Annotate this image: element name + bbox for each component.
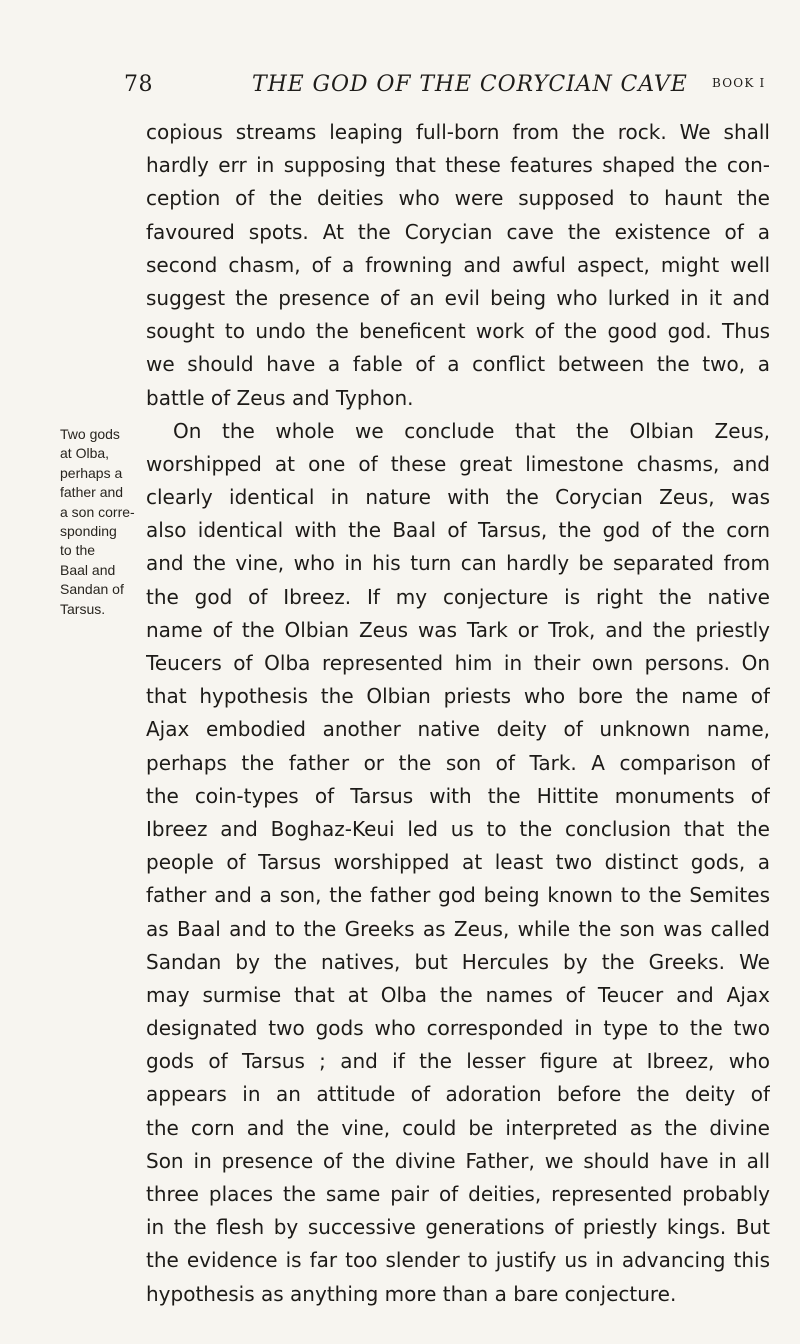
body-line: gods of Tarsus ; and if the lesser figure at Ibreez, who [146, 1049, 770, 1074]
body-line: On the whole we conclude that the Olbian Zeus, [173, 418, 770, 443]
body-line: three places the same pair of deities, represented probably [146, 1182, 770, 1206]
book-label: BOOK I [712, 76, 766, 90]
body-line: suggest the presence of an evil being who lurked in it and [146, 285, 770, 310]
body-line: may surmise that at Olba the names of Teucer and Ajax [146, 982, 770, 1007]
body-line: that hypothesis the Olbian priests who bore the name of [146, 684, 770, 709]
body-line: also identical with the Baal of Tarsus, the god of the corn [146, 518, 770, 543]
body-line: Son in presence of the divine Father, we should have in all [146, 1148, 770, 1173]
body-line: and the vine, who in his turn can hardly be separated from [146, 551, 770, 576]
margin-note-line: Two gods [60, 426, 120, 442]
margin-note-line: Baal and [60, 561, 116, 578]
body-line: perhaps the father or the son of Tark. A comparison of [146, 750, 770, 775]
body-line: appears in an attitude of adoration before the deity of [146, 1082, 770, 1107]
body-line: the god of Ibreez. If my conjecture is right the native [146, 584, 770, 609]
body-line: people of Tarsus worshipped at least two distinct gods, a [146, 850, 770, 875]
margin-note [60, 425, 136, 619]
page-header [0, 72, 800, 106]
body-line: in the flesh by successive generations of priestly kings. But [146, 1215, 770, 1240]
margin-note-line: sponding [60, 523, 117, 540]
margin-note-line: at Olba, [60, 445, 110, 462]
body-line: hypothesis as anything more than a bare conjecture. [146, 1281, 677, 1306]
body-line: Ibreez and Boghaz-Keui led us to the conclusion that the [146, 816, 770, 841]
margin-note-line: father and [60, 484, 124, 501]
body-line: Teucers of Olba represented him in their own persons. On [146, 651, 770, 675]
body-line: hardly err in supposing that these features shaped the con- [146, 153, 770, 178]
body-line: the coin-types of Tarsus with the Hittite monuments of [146, 783, 770, 808]
body-line: the corn and the vine, could be interpreted as the divine [146, 1115, 770, 1140]
body-line: favoured spots. At the Corycian cave the existence of a [146, 219, 770, 244]
margin-note-line: Tarsus. [60, 600, 106, 617]
body-line: Ajax embodied another native deity of unknown name, [146, 717, 770, 742]
body-line: we should have a fable of a conflict between the two, a [146, 352, 770, 377]
body-line: battle of Zeus and Typhon. [146, 385, 414, 410]
body-line: copious streams leaping full-born from the rock. We shall [146, 120, 770, 144]
margin-note-line: perhaps a [60, 464, 123, 481]
margin-note-line: to the [60, 542, 96, 559]
body-line: worshipped at one of these great limestone chasms, and [146, 451, 770, 476]
body-line: ception of the deities who were supposed to haunt the [146, 186, 770, 211]
margin-note-line: Sandan of [60, 581, 124, 598]
body-line: designated two gods who corresponded in type to the two [146, 1016, 770, 1041]
body-line: father and a son, the father god being known to the Semites [146, 883, 770, 908]
running-title: THE GOD OF THE CORYCIAN CAVE [252, 72, 688, 97]
page-number: 78 [124, 72, 153, 97]
body-line: as Baal and to the Greeks as Zeus, while the son was called [146, 916, 770, 941]
body-line: Sandan by the natives, but Hercules by the Greeks. We [146, 949, 770, 974]
body-text [146, 116, 770, 1311]
body-line: second chasm, of a frowning and awful aspect, might well [146, 252, 770, 277]
body-line: clearly identical in nature with the Corycian Zeus, was [146, 485, 770, 510]
body-line: the evidence is far too slender to justify us in advancing this [146, 1248, 770, 1273]
body-line: name of the Olbian Zeus was Tark or Trok, and the priestly [146, 617, 770, 642]
body-line: sought to undo the beneficent work of the good god. Thus [146, 319, 770, 344]
margin-note-line: a son corre- [60, 503, 135, 520]
